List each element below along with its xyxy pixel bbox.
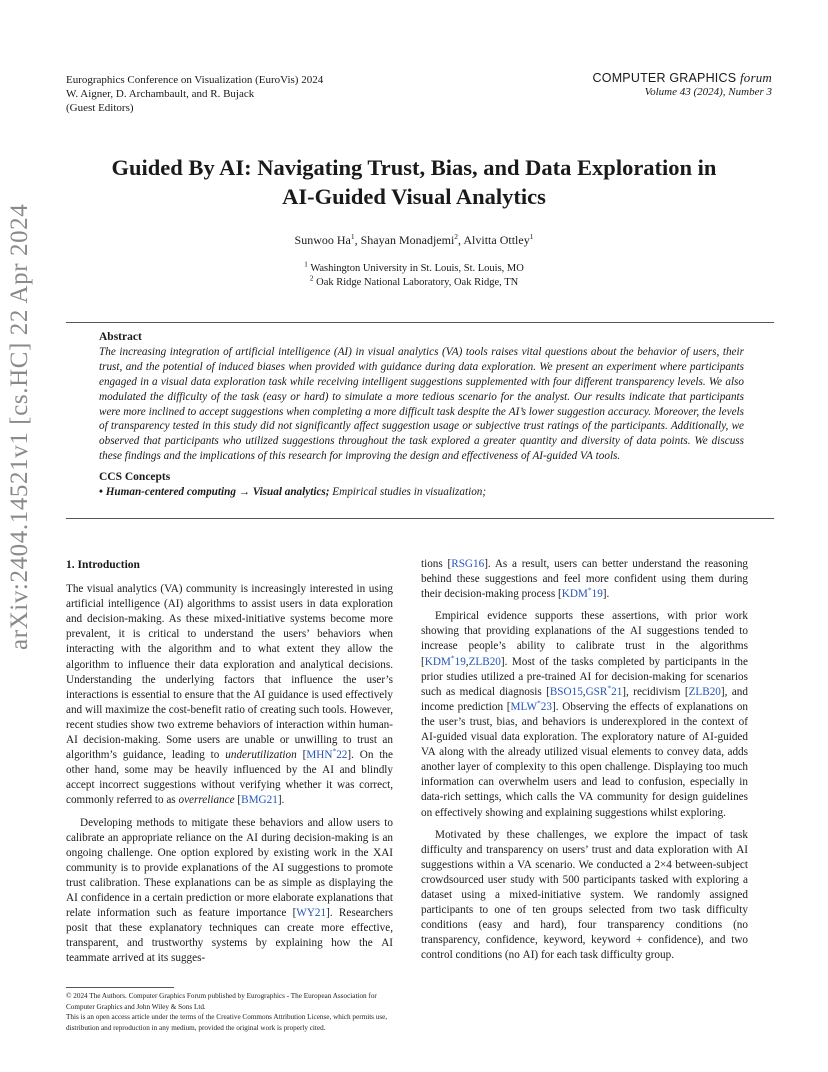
citation-link[interactable]: ZLB20 — [468, 655, 501, 668]
license-line: This is an open access article under the terms of the Creative Commons Attribution License, which permits use, distribution and reproduction in any medium, provided the original work is properly cited. — [66, 1013, 388, 1032]
intro-paragraph-3: tions [RSG16]. As a result, users can better understand the reasoning behind these suggestions and feel more confident using them during their decision-making process [KDM*19]. — [421, 558, 749, 601]
citation-link[interactable]: BMG21 — [241, 794, 278, 807]
editors: W. Aigner, D. Archambault, and R. Bujack — [66, 88, 255, 100]
volume-info: Volume 43 (2024), Number 3 — [644, 86, 772, 98]
conference-header — [66, 73, 323, 115]
left-column — [66, 558, 393, 966]
title-line-2: AI-Guided Visual Analytics — [282, 184, 546, 209]
abstract-heading: Abstract — [99, 331, 142, 343]
author-list: Sunwoo Ha$^1$, Shayan Monadjemi$^2$, Alvitta Ottley$^1$ — [294, 232, 534, 247]
footnote-divider — [66, 987, 174, 988]
abstract-text: The increasing integration of artificial intelligence (AI) in visual analytics (VA) tools raises vital questions about the behavior of users, their trust, and the potential of induced biases when provided with guidance during data exploration. We present an experiment where participants engaged in a visual data exploration task while receiving intelligent suggestions supplemented with four different transparency levels. We also modulated the difficulty of the task (easy or hard) to simulate a more tedious scenario for the analyst. Our results indicate that participants were more inclined to accept suggestions when completing a more difficult task despite the AI’s lower suggestion accuracy. Moreover, the levels of transparency tested in this study did not significantly affect suggestion usage or subjective trust ratings of the participants. Additionally, we observed that participants who utilized suggestions throughout the task explored a greater quantity and diversity of data points. We discuss these findings and the implications of this research for improving the design and effectiveness of AI-guided VA tools. — [99, 345, 744, 463]
guest-editors: (Guest Editors) — [66, 102, 134, 114]
section-heading: 1. Introduction — [66, 559, 140, 571]
journal-header — [593, 71, 772, 99]
citation-link[interactable]: BSO15 — [549, 685, 583, 698]
affiliation-1: $^1$ Washington University in St. Louis, St. Louis, MO — [304, 259, 524, 274]
intro-paragraph-4: Empirical evidence supports these assertions, with prior work showing that providing explanations of the AI suggestions tended to increase people’s ability to calibrate trust in the algorithms [KDM*19,ZLB20]. Most of the tasks completed by participants in the prior studies utilized a pre-trained AI for decision-making for scenarios such as medical diagnosis [BSO15,GSR*21], recidivism [ZLB20], and income prediction [MLW*23]. Observing the effects of explanations on the user’s trust, bias, and behaviors is underexplored in the context of AI-guided visual data exploration. The exploratory nature of AI-guided VA along with the already utilized visual elements to convey data, adds another layer of complexity to this open challenge. Displaying too much information can overwhelm users and lead to confusion, especially in data-rich settings, which calls the VA community for design guidelines on effectively showing and explaining suggestions whilst exploring. — [421, 610, 748, 819]
copyright-footnote — [66, 991, 396, 1033]
intro-paragraph-5: Motivated by these challenges, we explore the impact of task difficulty and transparency on users’ trust and data exploration with AI suggestions within a VA scenario. We conducted a 2×4 between-subject crowdsourced user study with 500 participants tasked with exploring a dataset using a mixed-initiative system. We randomly assigned participants to one of ten groups selected from two task difficulty conditions (easy and hard), four transparency conditions (no transparency, confidence, keyword, keyword + confidence), and two control conditions (no AI) for each task difficulty group. — [421, 828, 748, 962]
copyright-line: © 2024 The Authors. Computer Graphics Forum published by Eurographics - The European Association for Computer Graphics and John Wiley & Sons Ltd. — [66, 992, 377, 1011]
paper-title — [60, 153, 768, 211]
citation-link[interactable]: GSR*21 — [585, 683, 623, 698]
citation-link[interactable]: MLW*23 — [510, 698, 552, 713]
intro-paragraph-2: Developing methods to mitigate these behaviors and allow users to calibrate an appropriate reliance on the AI during decision-making is an ongoing challenge. One option explored by existing work in the XAI community is to provide explanations of the AI suggestions to promote trust calibration. These explanations can be as simple as displaying the AI confidence in a certain prediction or more elaborate explanations that relate information such as feature importance [WY21]. Researchers posit that these explanatory techniques can create more effective, transparent, and trustworthy systems by explaining how the AI teammate arrived at its sugges- — [66, 816, 393, 965]
citation-link[interactable]: WY21 — [296, 907, 327, 920]
citation-link[interactable]: KDM*19 — [424, 652, 466, 668]
citation-link[interactable]: MHN*22 — [306, 746, 348, 762]
abstract-block — [99, 330, 744, 500]
divider-top — [66, 322, 774, 323]
journal-name: COMPUTER GRAPHICS forum — [592, 70, 772, 85]
conference-name: Eurographics Conference on Visualization (EuroVis) 2024 — [66, 74, 324, 86]
arxiv-identifier: arXiv:2404.14521v1 [cs.HC] 22 Apr 2024 — [6, 203, 33, 650]
citation-link[interactable]: ZLB20 — [688, 685, 721, 698]
affiliations — [60, 259, 768, 290]
ccs-concepts: • Human-centered computing → Visual analytics; Empirical studies in visualization; — [99, 486, 487, 499]
divider-bottom — [66, 518, 774, 519]
affiliation-2: $^2$ Oak Ridge National Laboratory, Oak Ridge, TN — [309, 273, 519, 288]
citation-link[interactable]: RSG16 — [451, 558, 485, 570]
right-column — [421, 557, 748, 963]
intro-paragraph-1: The visual analytics (VA) community is increasingly interested in using artificial intelligence (AI) algorithms to assist users in data exploration and decision-making. As these mixed-initiative systems become more prevalent, it is critical to understand the users’ behaviors when interacting with the algorithm and to what extent they allow the algorithm to influence their data exploration and analytical decisions. Understanding the underlying factors that influence the user’s interactions is essential to ensure that the AI guidance is used effectively and will maximize the cost-benefit ratio of creating such tools. However, recent studies show two extreme behaviors of interaction within human-AI decision-making. Some users are unable or unwilling to trust an algorithm’s guidance, leading to underutilization [MHN*22]. On the other hand, some may be heavily influenced by the AI and blindly accept incorrect suggestions without verifying whether it was correct, commonly referred to as overreliance [BMG21]. — [66, 583, 393, 807]
title-line-1: Guided By AI: Navigating Trust, Bias, and Data Exploration in — [111, 155, 717, 180]
ccs-heading: CCS Concepts — [99, 471, 171, 484]
citation-link[interactable]: KDM*19 — [561, 585, 603, 601]
